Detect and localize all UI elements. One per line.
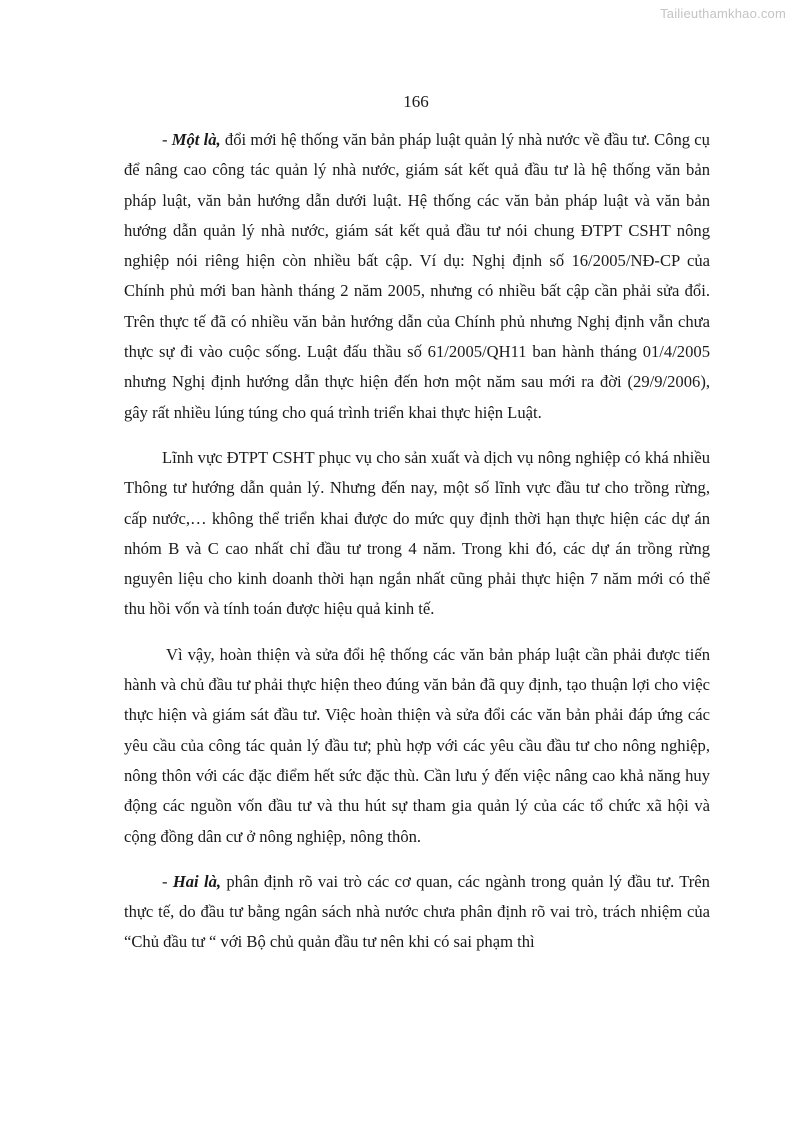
page-number: 166 (403, 92, 429, 111)
paragraph-3 (124, 640, 710, 852)
paragraph-4-prefix: - (162, 871, 173, 891)
paragraph-4-lead: Hai là, (172, 871, 222, 891)
paragraph-4 (124, 867, 710, 958)
paragraph-1-lead: Một là, (171, 130, 221, 149)
paragraph-1 (124, 125, 710, 428)
paragraph-4-text: phân định rõ vai trò các cơ quan, các ngành trong quản lý đầu tư. Trên thực tế, do đầu tư bằng ngân sách nhà nước chưa phân định rõ vai trò, trách nhiệm của “Chủ đầu tư “ với Bộ chủ quản đầu tư nên khi có sai phạm thì (124, 871, 710, 952)
watermark-text: Tailieuthamkhao.com (660, 6, 786, 21)
document-body (124, 125, 710, 973)
paragraph-3-text: Vì vậy, hoàn thiện và sửa đổi hệ thống các văn bản pháp luật cần phải được tiến hành và chủ đầu tư phải thực hiện theo đúng văn bản đã quy định, tạo thuận lợi cho việc thực hiện và giám sát đầu tư. Việc hoàn thiện và sửa đổi các văn bản phải đáp ứng các yêu cầu của công tác quản lý đầu tư; phù hợp với các yêu cầu đầu tư cho nông nghiệp, nông thôn với các đặc điểm hết sức đặc thù. Cần lưu ý đến việc nâng cao khả năng huy động các nguồn vốn đầu tư và thu hút sự tham gia quản lý của các tổ chức xã hội và cộng đồng dân cư ở nông nghiệp, nông thôn. (124, 644, 710, 846)
paragraph-2-text: Lĩnh vực ĐTPT CSHT phục vụ cho sản xuất và dịch vụ nông nghiệp có khá nhiều Thông tư hướng dẫn quản lý. Nhưng đến nay, một số lĩnh vực đầu tư cho trồng rừng, cấp nước,… không thể triển khai được do mức quy định thời hạn thực hiện các dự án nhóm B và C cao nhất chỉ đầu tư trong 4 năm. Trong khi đó, các dự án trồng rừng nguyên liệu cho kinh doanh thời hạn ngắn nhất cũng phải thực hiện 7 năm mới có thể thu hồi vốn và tính toán được hiệu quả kinh tế. (124, 447, 710, 619)
paragraph-2 (124, 443, 710, 625)
paragraph-1-prefix: - (162, 130, 172, 149)
paragraph-1-text: đổi mới hệ thống văn bản pháp luật quản lý nhà nước về đầu tư. Công cụ để nâng cao công tác quản lý nhà nước, giám sát kết quả đầu tư là hệ thống văn bản pháp luật, văn bản hướng dẫn dưới luật. Hệ thống các văn bản pháp luật và văn bản hướng dẫn quản lý nhà nước, giám sát kết quả đầu tư nói chung ĐTPT CSHT nông nghiệp nói riêng hiện còn nhiều bất cập. Ví dụ: Nghị định số 16/2005/NĐ-CP của Chính phủ mới ban hành tháng 2 năm 2005, nhưng có nhiều bất cập cần phải sửa đổi. Trên thực tế đã có nhiều văn bản hướng dẫn của Chính phủ nhưng Nghị định vẫn chưa thực sự đi vào cuộc sống. Luật đấu thầu số 61/2005/QH11 ban hành tháng 01/4/2005 nhưng Nghị định hướng dẫn thực hiện đến hơn một năm sau mới ra đời (29/9/2006), gây rất nhiều lúng túng cho quá trình triển khai thực hiện Luật. (124, 130, 710, 422)
